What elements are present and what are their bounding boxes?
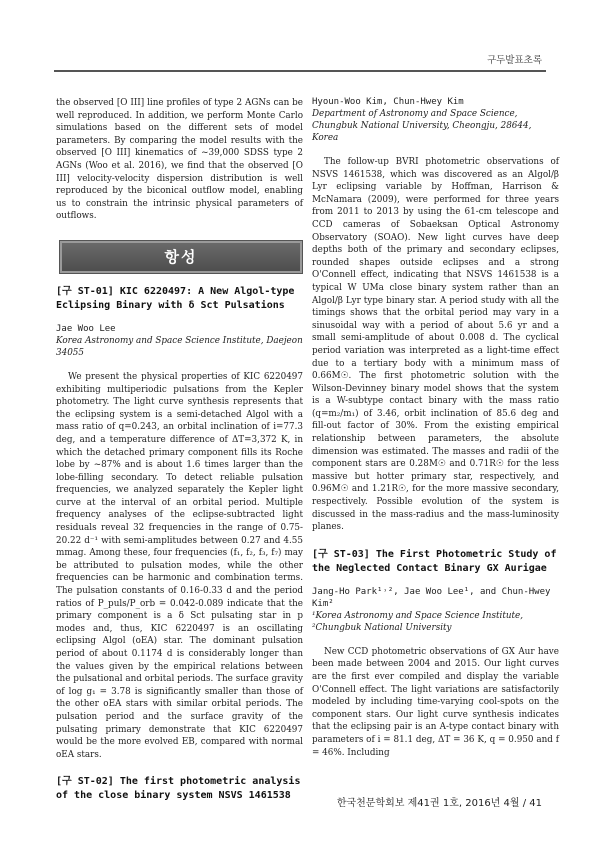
st02-affiliation: Department of Astronomy and Space Science, Chungbuk National University, Cheongju, 28644, Korea xyxy=(312,109,532,143)
st02-abstract: The follow-up BVRI photometric observations of NSVS 1461538, which was discovered as an Algol/β Lyr eclipsing variable by Hoffman, Harrison & McNamara (2009), were performed for three years from 2011 to 2013 by using the 61-cm telescope and CCD cameras of Sobaeksan Optical Astronomy Observatory (SOAO). New light curves have deep depths both of the primary and secondary eclipses, rounded shapes outside eclipses and a strong O'Connell effect, indicating that NSVS 1461538 is a typical W UMa close binary system rather than an Algol/β Lyr type binary star. A period study with all the timings shows that the orbital period may vary in a sinusoidal way with a period of about 5.6 yr and a small semi-amplitude of about 0.008 d. The cyclical period variation was interpreted as a light-time effect due to a tertiary body with a minimum mass of 0.66M☉. The first photometric solution with the Wilson-Devinney binary model shows that the system is a W-subtype contact binary with the mass ratio (q=m₂/m₁) of 3.46, orbit inclination of 85.6 deg and fill-out factor of 30%. From the existing empirical relationship between parameters, the absolute dimension was estimated. The masses and radii of the component stars are 0.28M☉ and 0.71R☉ for the less massive but hotter primary star, respectively, and 0.96M☉ and 1.21R☉, for the more massive secondary, respectively. Possible evolution of the system is discussed in the mass-radius and the mass-luminosity planes. xyxy=(312,157,559,533)
st01-affiliation: Korea Astronomy and Space Science Institute, Daejeon 34055 xyxy=(56,335,303,358)
st01-author: Jae Woo Lee xyxy=(56,323,116,334)
right-column xyxy=(312,96,559,759)
footer-page-info: 한국천문학회보 제41권 1호, 2016년 4월 / 41 xyxy=(336,798,542,809)
st01-abstract: We present the physical properties of KIC 6220497 exhibiting multiperiodic pulsations from the Kepler photometry. The light curve synthesis represents that the eclipsing system is a semi-detached Algol with a mass ratio of q=0.243, an orbital inclination of i=77.3 deg, and a temperature difference of ΔT=3,372 K, in which the detached primary component fills its Roche lobe by ~87% and is about 1.6 times larger than the lobe-filling secondary. To detect reliable pulsation frequencies, we analyzed separately the Kepler light curve at the interval of an orbital period. Multiple frequency analyses of the eclipse-subtracted light residuals reveal 32 frequencies in the range of 0.75-20.22 d⁻¹ with semi-amplitudes between 0.27 and 4.55 mmag. Among these, four frequencies (f₁, f₂, f₃, f₇) may be attributed to pulsation modes, while the other frequencies can be harmonic and combination terms. The pulsation constants of 0.16-0.33 d and the period ratios of P_puls/P_orb = 0.042-0.089 indicate that the primary component is a δ Sct pulsating star in p modes and, thus, KIC 6220497 is an oscillating eclipsing Algol (oEA) star. The dominant pulsation period of about 0.1174 d is considerably longer than the values given by the empirical relations between the pulsational and orbital periods. The surface gravity of log g₁ = 3.78 is significantly smaller than those of the other oEA stars with similar orbital periods. The pulsation period and the surface gravity of the pulsating primary demonstrate that KIC 6220497 would be the more evolved EB, compared with normal oEA stars. xyxy=(56,371,303,760)
st03-affiliation-1: ¹Korea Astronomy and Space Science Institute, xyxy=(312,610,524,621)
intro-paragraph: the observed [O III] line profiles of type 2 AGNs can be well reproduced. In addition, we perform Monte Carlo simulations based on the different sets of model parameters. By comparing the model results with the observed [O III] kinematics of ~39,000 SDSS type 2 AGNs (Woo et al. 2016), we find that the observed [O III] velocity-velocity dispersion distribution is well reproduced by the biconical outflow model, enabling us to constrain the intrinsic physical parameters of outflows. xyxy=(56,98,303,222)
st03-title: [구 ST-03] The First Photometric Study of the Neglected Contact Binary GX Aurigae xyxy=(312,548,557,574)
header-rule xyxy=(54,70,546,72)
st03-affiliation-2: ²Chungbuk National University xyxy=(312,622,452,633)
st03-authors: Jang-Ho Park¹˒², Jae Woo Lee¹, and Chun-Hwey Kim² xyxy=(312,586,551,609)
header-section-label: 구두발표초록 xyxy=(486,55,542,66)
st02-authors: Hyoun-Woo Kim, Chun-Hwey Kim xyxy=(312,97,464,107)
section-title: 항성 xyxy=(60,241,302,273)
st03-abstract: New CCD photometric observations of GX Aur have been made between 2004 and 2015. Our light curves are the first ever compiled and display the variable O'Connell effect. The light variations are satisfactorily modeled by including time-varying cool-spots on the component stars. Our light curve synthesis indicates that the eclipsing pair is an A-type contact binary with parameters of i = 81.1 deg, ΔT = 36 K, q = 0.950 and f = 46%. Including xyxy=(312,646,559,758)
left-column xyxy=(56,97,303,813)
st01-title: [구 ST-01] KIC 6220497: A New Algol-type Eclipsing Binary with δ Sct Pulsations xyxy=(56,285,295,311)
st02-title: [구 ST-02] The first photometric analysis of the close binary system NSVS 1461538 xyxy=(56,776,301,802)
